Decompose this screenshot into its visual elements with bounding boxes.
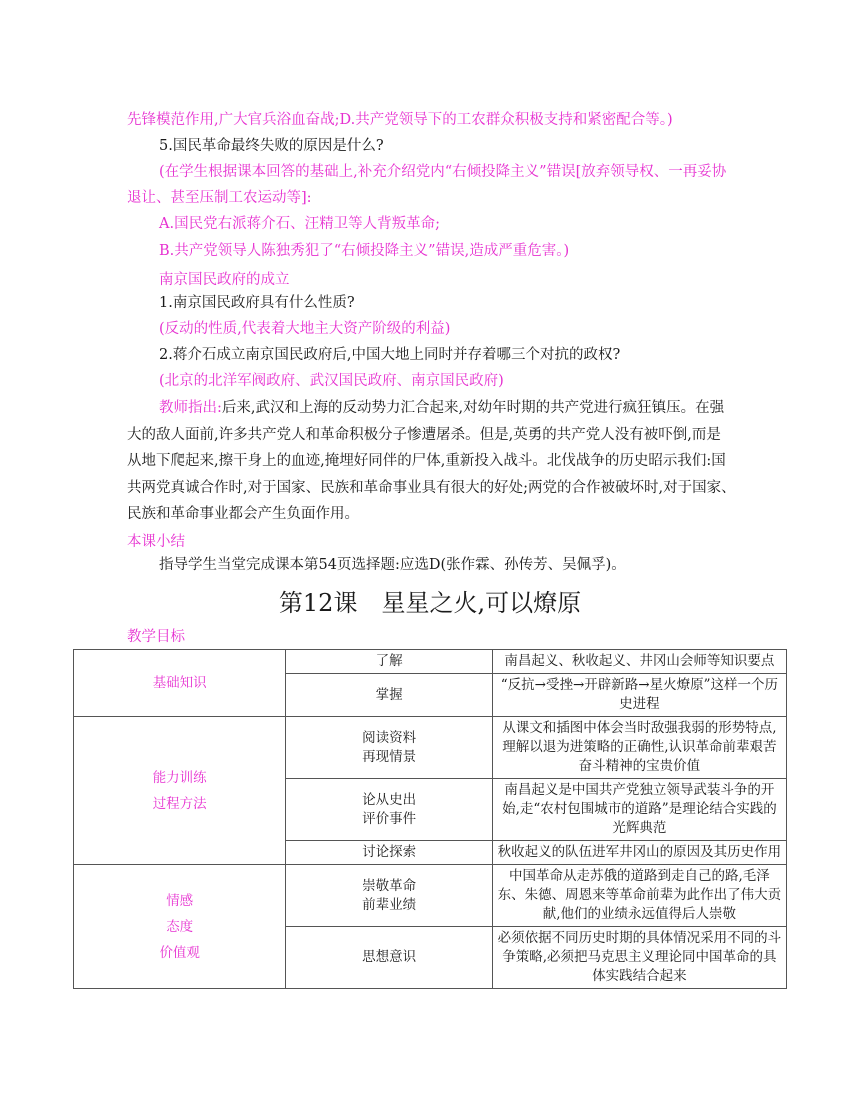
answer-continuation: 先锋模范作用,广大官兵浴血奋战;D.共产党领导下的工农群众积极支持和紧密配合等。) bbox=[127, 112, 673, 128]
goal-desc: 秋收起义的队伍进军井冈山的原因及其历史作用 bbox=[492, 841, 786, 865]
teacher-note-line-5: 民族和革命事业都会产生负面作用。 bbox=[127, 506, 359, 522]
teacher-note-line-2: 大的敌人面前,许多共产党人和革命积极分子惨遭屠杀。但是,英勇的共产党人没有被吓倒,而是 bbox=[127, 427, 721, 443]
section-heading-summary: 本课小结 bbox=[127, 534, 185, 550]
answer-5-a: A.国民党右派蒋介石、汪精卫等人背叛革命; bbox=[159, 216, 440, 232]
answer-nanjing-1: (反动的性质,代表着大地主大资产阶级的利益) bbox=[159, 321, 451, 337]
teacher-note-line-4: 共两党真诚合作时,对于国家、民族和革命事业具有很大的好处;两党的合作被破坏时,对于国家、 bbox=[127, 480, 736, 496]
summary-text: 指导学生当堂完成课本第54页选择题:应选D(张作霖、孙传芳、吴佩孚)。 bbox=[159, 557, 626, 573]
answer-5-intro: (在学生根据课本回答的基础上,补充介绍党内“右倾投降主义”错误[放弃领导权、一再妥协 bbox=[159, 164, 727, 180]
goal-desc: 中国革命从走苏俄的道路到走自己的路,毛泽东、朱德、周恩来等革命前辈为此作出了伟大贡献,他们的业绩永远值得后人崇敬 bbox=[492, 865, 786, 927]
goal-sub: 讨论探索 bbox=[286, 841, 492, 865]
goal-desc: 从课文和插图中体会当时敌强我弱的形势特点,理解以退为进策略的正确性,认识革命前辈艰苦奋斗精神的宝贵价值 bbox=[492, 717, 786, 779]
table-row bbox=[74, 650, 787, 674]
category-basic: 基础知识 bbox=[74, 650, 286, 717]
goal-sub: 论从史出 评价事件 bbox=[286, 779, 492, 841]
goal-sub: 阅读资料 再现情景 bbox=[286, 717, 492, 779]
teacher-note-line-3: 从地下爬起来,擦干身上的血迹,掩埋好同伴的尸体,重新投入战斗。北伐战争的历史昭示我们:国 bbox=[127, 453, 726, 469]
category-ability: 能力训练 过程方法 bbox=[74, 717, 286, 865]
section-heading-nanjing: 南京国民政府的成立 bbox=[159, 272, 290, 288]
teacher-note-text: 后来,武汉和上海的反动势力汇合起来,对幼年时期的共产党进行疯狂镇压。在强 bbox=[221, 400, 725, 416]
teacher-note-label: 教师指出: bbox=[159, 400, 222, 416]
goal-sub: 崇敬革命 前辈业绩 bbox=[286, 865, 492, 927]
question-nanjing-1: 1.南京国民政府具有什么性质? bbox=[159, 295, 355, 311]
teacher-note-line-1 bbox=[159, 398, 724, 418]
table-row bbox=[74, 717, 787, 779]
goal-sub: 思想意识 bbox=[286, 927, 492, 989]
question-5: 5.国民革命最终失败的原因是什么? bbox=[159, 138, 384, 154]
lesson-title: 第12课 星星之火,可以燎原 bbox=[278, 589, 582, 617]
answer-5-b: B.共产党领导人陈独秀犯了“右倾投降主义”错误,造成严重危害。) bbox=[159, 243, 570, 259]
answer-nanjing-2: (北京的北洋军阀政府、武汉国民政府、南京国民政府) bbox=[159, 373, 504, 389]
goal-sub: 掌握 bbox=[286, 674, 492, 717]
teaching-goals-table bbox=[73, 649, 787, 989]
goal-desc: 南昌起义、秋收起义、井冈山会师等知识要点 bbox=[492, 650, 786, 674]
teaching-goals-label: 教学目标 bbox=[127, 629, 185, 645]
goal-desc: 南昌起义是中国共产党独立领导武装斗争的开始,走“农村包围城市的道路”是理论结合实践的光辉典范 bbox=[492, 779, 786, 841]
goal-sub: 了解 bbox=[286, 650, 492, 674]
category-emotion: 情感 态度 价值观 bbox=[74, 865, 286, 989]
table-row bbox=[74, 865, 787, 927]
answer-5-intro-cont: 退让、甚至压制工农运动等]: bbox=[127, 190, 312, 206]
goal-desc: “反抗→受挫→开辟新路→星火燎原”这样一个历史进程 bbox=[492, 674, 786, 717]
goal-desc: 必须依据不同历史时期的具体情况采用不同的斗争策略,必须把马克思主义理论同中国革命的具体实践结合起来 bbox=[492, 927, 786, 989]
question-nanjing-2: 2.蒋介石成立南京国民政府后,中国大地上同时并存着哪三个对抗的政权? bbox=[159, 347, 621, 363]
